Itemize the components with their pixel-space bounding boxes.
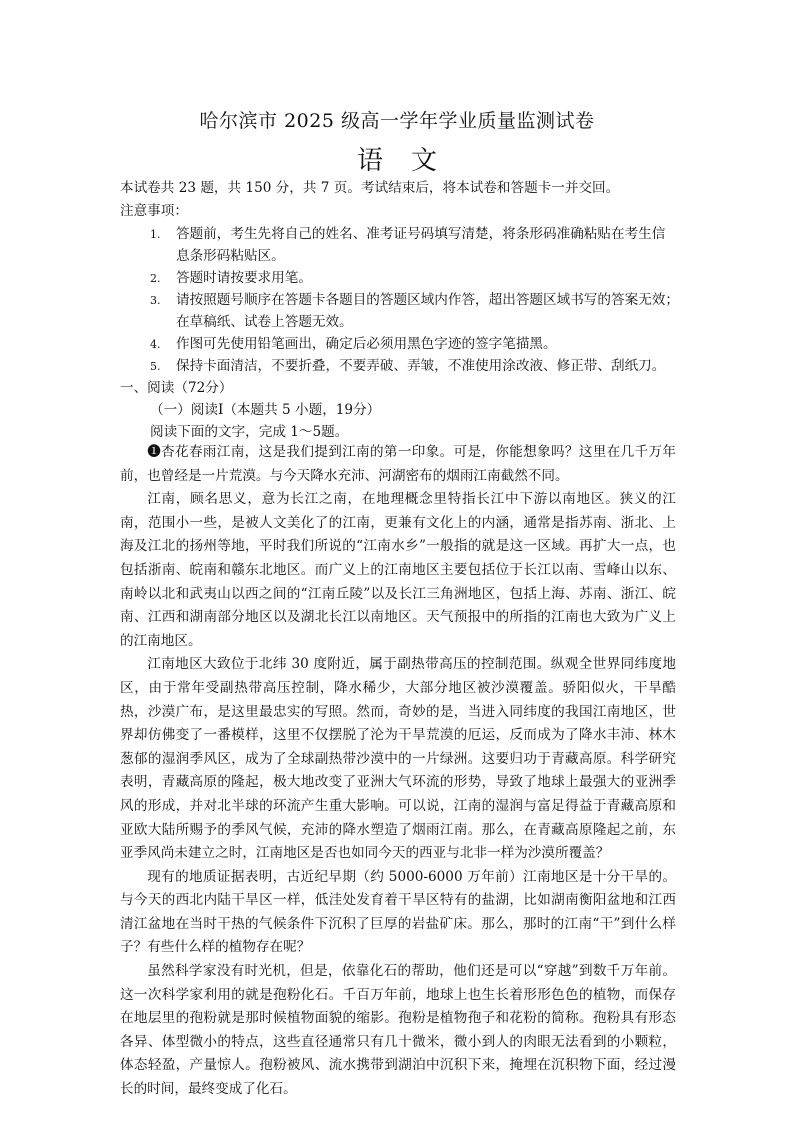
reading-passage [120,441,676,1102]
notice-item [150,356,665,377]
subject-title: 语文 [356,146,465,176]
notice-item [150,268,312,289]
notice-text: 答题前，考生先将自己的姓名、准考证号码填写清楚，将条形码准确粘贴在考生信 [176,226,666,242]
passage-paragraph: 现有的地质证据表明，古近纪早期（约 5000-6000 万年前）江南地区是十分干旱的。与今天的西北内陆干旱区一样，低洼处发育着干旱区特有的盐湖，比如湖南衡阳盆地和江西清江盆地在当时干热的气候条件下沉积了巨厚的岩盐矿床。那么，那时的江南“干”到什么样子？有些什么样的植物存在呢？ [120,868,676,956]
notice-item [150,290,679,311]
notice-text: 答题时请按要求用笔。 [176,270,312,286]
notice-number: 4. [150,338,161,351]
reading-instruction: 阅读下面的文字，完成 1～5题。 [150,424,349,440]
exam-intro: 本试卷共 23 题，共 150 分，共 7 页。考试结束后，将本试卷和答题卡一并交回。 [120,180,620,196]
notice-item [150,334,557,355]
exam-title: 哈尔滨市 2025 级高一学年学业质量监测试卷 [199,110,595,132]
notice-number: 2. [150,272,161,285]
passage-paragraph: ❶杏花春雨江南，这是我们提到江南的第一印象。可是，你能想象吗？这里在几千万年前，也曾经是一片荒漠。与今天降水充沛、河湖密布的烟雨江南截然不同。 [120,444,676,484]
passage-paragraph: 江南地区大致位于北纬 30 度附近，属于副热带高压的控制范围。纵观全世界同纬度地区，由于常年受副热带高压控制，降水稀少，大部分地区被沙漠覆盖。骄阳似火，干旱酷热，沙漠广布，是这里最忠实的写照。然而，奇妙的是，当进入同纬度的我国江南地区，世界却仿佛变了一番模样，这里不仅摆脱了沦为干旱荒漠的厄运，反而成为了降水丰沛、林木葱郁的湿润季风区，成为了全球副热带沙漠中的一片绿洲。这要归功于青藏高原。科学研究表明，青藏高原的隆起，极大地改变了亚洲大气环流的形势，导致了地球上最强大的亚洲季风的形成，并对北半球的环流产生重大影响。可以说，江南的湿润与富足得益于青藏高原和亚欧大陆所赐予的季风气候，充沛的降水塑造了烟雨江南。那么，在青藏高原隆起之前，东亚季风尚未建立之时，江南地区是否也如同今天的西亚与北非一样为沙漠所覆盖？ [120,656,676,862]
passage-paragraph: 江南，顾名思义，意为长江之南，在地理概念里特指长江中下游以南地区。狭义的江南，范围小一些，是被人文美化了的江南，更兼有文化上的内涵，通常是指苏南、浙北、上海及江北的扬州等地，平时我们所说的“江南水乡”一般指的就是这一区域。再扩大一点，也包括浙南、皖南和赣东北地区。而广义上的江南地区主要包括位于长江以南、雪峰山以东、南岭以北和武夷山以西之间的“江南丘陵”以及长江三角洲地区，包括上海、苏南、浙江、皖南、江西和湖南部分地区以及湖北长江以南地区。天气预报中的所指的江南也大致为广义上的江南地区。 [120,491,676,649]
notice-item-continued: 息条形码粘贴区。 [176,248,285,264]
passage-paragraph: 虽然科学家没有时光机，但是，依靠化石的帮助，他们还是可以“穿越”到数千万年前。这一次科学家利用的就是孢粉化石。千百万年前，地球上也生长着形形色色的植物，而保存在地层里的孢粉就是那时候植物面貌的缩影。孢粉是植物孢子和花粉的简称。孢粉具有形态各异、体型微小的特点，这些直径通常只有几十微米，微小到人的肉眼无法看到的小颗粒，体态轻盈，产量惊人。孢粉被风、流水携带到湖泊中沉积下来，掩埋在沉积物下面，经过漫长的时间，最终变成了化石。 [120,963,676,1098]
notice-text: 请按照题号顺序在答题卡各题目的答题区域内作答，超出答题区域书写的答案无效； [176,292,679,308]
notice-number: 3. [150,294,161,307]
notice-text: 保持卡面清洁，不要折叠，不要弄破、弄皱，不准使用涂改液、修正带、刮纸刀。 [176,358,666,374]
notice-item-continued: 在草稿纸、试卷上答题无效。 [176,314,353,330]
sub-section-heading: （一）阅读Ⅰ（本题共 5 小题，19分） [150,402,381,418]
section-heading: 一、阅读（72分） [120,380,233,396]
notice-text: 作图可先使用铅笔画出，确定后必须用黑色字迹的签字笔描黑。 [176,336,557,352]
notice-item [150,224,665,245]
notice-heading: 注意事项： [120,203,188,219]
notice-number: 1. [150,228,161,241]
notice-number: 5. [150,360,161,373]
